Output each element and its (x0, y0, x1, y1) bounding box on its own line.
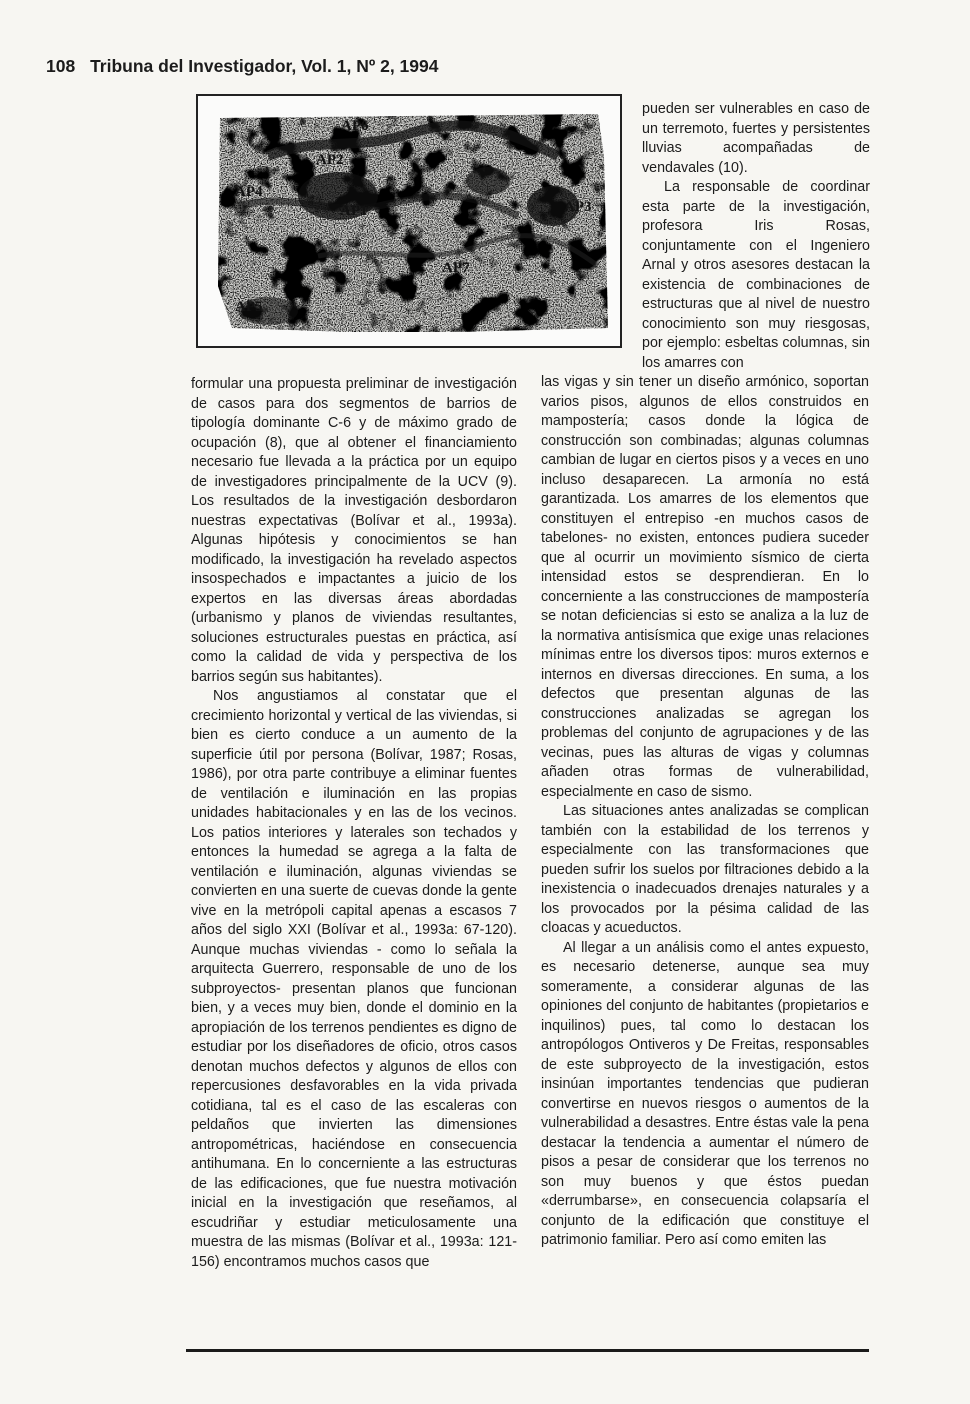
paragraph: las vigas y sin tener un diseño armónico, soportan varios pisos, algunos de ellos construidos en mampostería; casos donde la lógica de construcción son combinadas; algunas columnas cambian de lugar en ciertos pisos y a veces en uno incluso desaparecen. La armonía no está garantizada. Los amarres de los elementos que constituyen el entrepiso -en muchos casos de tabelones- no existen, entonces pudiera suceder que al ocurrir un movimiento sísmico de cierta intensidad estos se desprendieran. En lo concerniente a las construcciones de mampostería se notan deficiencias si esto se analiza a la luz de la normativa antisísmica que exige unas relaciones mínimas entre los diversos tipos: muros externos e internos en diversas direcciones. En suma, a los defectos que presentan algunas de las construcciones analizadas se agregan los problemas del conjunto de agrupaciones y de las vecinas, pues las alturas de vigas y columnas añaden otras formas de vulnerabilidad, especialmente en caso de sismo. (541, 374, 869, 800)
left-column (191, 375, 517, 1272)
paragraph: La responsable de coordinar esta parte de la investigación, profesora Iris Rosas, conjuntamente con el Ingeniero Arnal y otros asesores destacan la existencia de combinaciones de estructuras que al nivel de nuestro conocimiento son muy riesgosas, por ejemplo: esbeltas columnas, sin los amarres con (642, 179, 870, 371)
footer-rule (186, 1349, 869, 1352)
aerial-photo (198, 96, 620, 346)
label-ap3: AP3 (564, 199, 592, 215)
label-ap5: AP5 (235, 299, 263, 315)
label-ap6: AP6 (341, 118, 369, 134)
label-ap4: AP4 (235, 184, 263, 200)
page-number: 108 (46, 56, 76, 76)
right-column-top (642, 100, 870, 373)
aerial-photo-figure (196, 94, 622, 348)
running-head (46, 56, 646, 77)
paragraph: formular una propuesta preliminar de investigación de casos para dos segmentos de barrios de tipología dominante C-6 y de máximo grado de ocupación (8), que al obtener el financiamiento necesario fue llevada a la práctica por un equipo de investigadores principalmente de la UCV (9). Los resultados de la investigación desbordaron nuestras expectativas (Bolívar et al., 1993a). Algunas hipótesis y conocimientos se han modificado, la investigación ha revelado aspectos insospechados e impactantes a juicio de los expertos en las diversas áreas abordadas (urbanismo y planos de viviendas resultantes, soluciones estructurales puestas en práctica, así como la calidad de vida y perspectiva de los barrios según sus habitantes). (191, 376, 517, 685)
paragraph: pueden ser vulnerables en caso de un terremoto, fuertes y persistentes lluvias acompañadas de vendavales (10). (642, 101, 870, 176)
label-ap7: AP7 (442, 260, 470, 276)
journal-title: Tribuna del Investigador, Vol. 1, Nº 2, 1994 (90, 56, 439, 76)
paragraph: Al llegar a un análisis como el antes expuesto, es necesario detenerse, aunque sea muy someramente, a considerar algunas de las opiniones del conjunto de habitantes (propietarios e inquilinos) pues, tal como lo destacan los antropólogos Ontiveros y De Freitas, responsables de este subproyecto de la investigación, estos insinúan importantes tendencias que pudieran convertirse en nuevos riesgos o aumentos de la vulnerabilidad a desastres. Entre éstas vale la pena destacar la tendencia a aumentar el número de pisos a pesar de considerar que los terrenos no son muy buenos y que éstos puedan «derrumbarse», en consecuencia colapsaría el conjunto de la edificación que constituye el patrimonio familiar. Pero así como emiten las (541, 939, 869, 1248)
label-ap1: AP1 (340, 203, 368, 219)
right-column (541, 373, 869, 1251)
paragraph: Las situaciones antes analizadas se complican también con la estabilidad de los terrenos y especialmente con las transformaciones que pueden sufrir los suelos por filtraciones debido a la inexistencia o inadecuados drenajes naturales y a los provocados por la pésima calidad de las cloacas y acueductos. (541, 803, 869, 936)
paragraph: Nos angustiamos al constatar que el crecimiento horizontal y vertical de las viviendas, si bien es cierto conduce a un aumento de la superficie útil por persona (Bolívar, 1987; Rosas, 1986), por otra parte contribuye a eliminar fuentes de ventilación e iluminación en las propias unidades habitacionales y en las de los vecinos. Los patios interiores y laterales son techados y entonces la humedad se agrega a la falta de ventilación e iluminación, algunas viviendas se convierten en una suerte de cuevas donde la gente vive en la metrópoli capital apenas a escasos 7 años del siglo XXI (Bolívar et al., 1993a: 67-120). Aunque muchas viviendas - como lo señala la arquitecta Guerrero, responsable de uno de los subproyectos- presentan planos que funcionan bien, y a veces muy bien, donde el dominio en la apropiación de los terrenos pendientes es digno de estudiar por los diseñadores de oficio, otros casos denotan muchos defectos y algunos de ellos con repercusiones desfavorables en la vida privada cotidiana, tal es el caso de las escaleras con peldaños que invierten las dimensiones antropométricas, haciéndose en consecuencia antihumana. En lo concerniente a las estructuras de las edificaciones, que fue nuestra motivación inicial en la investigación que reseñamos, al escudriñar y estudiar meticulosamente una muestra de las mismas (Bolívar et al., 1993a: 121-156) encontramos muchos casos que (191, 688, 517, 1270)
label-ap2: AP2 (316, 152, 344, 168)
